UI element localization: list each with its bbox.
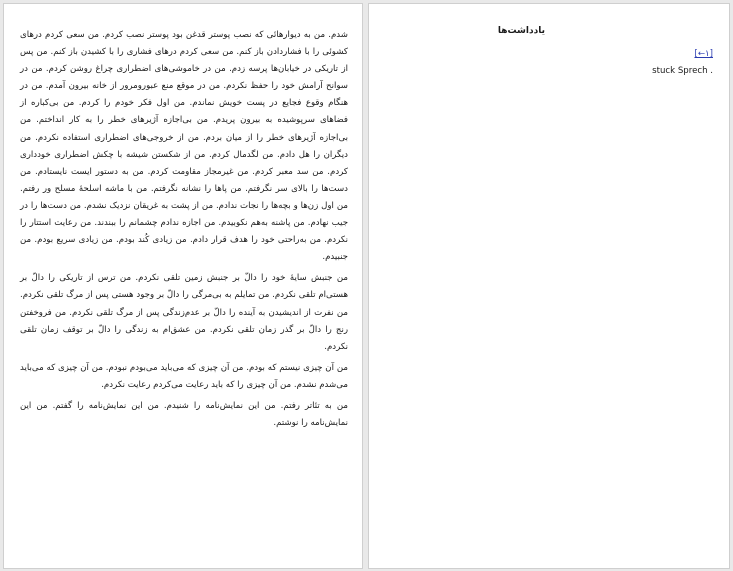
paragraph-1: شدم. من به دیوارهائی که نصب پوستر قدغن بود پوستر نصب کردم. من سعی کردم درهای کشوئی را با فشاردادن باز کنم. من سعی کردم درهای فشاری را با کشیدن باز کنم. من پس از تاریکی در خیابان‌ها پرسه زدم. من در خاموشی‌های اضطراری چراغ روشن کردم. من در سوانح آرامش خود را حفظ نکردم. من در موقع منع عبورومرور از خانه بیرون آمدم. من در هنگام وقوع فجایع در پست خویش نماندم. من اول فکر خودم را کردم. من بی‌کباره از فضاهای سرپوشیده به بیرون پریدم. من بی‌اجازه آژیرهای خطر را به کار انداختم. من بی‌اجازه آژیرهای خطر را از میان بردم. من از خروجی‌های اضطراری استفاده نکردم. من دیگران را هل دادم. من لگدمال کردم. من از شکستن شیشه با چکش اضطراری خودداری کردم. من سد معبر کردم. من غیرمجاز مقاومت کردم. من به دستور ایست نایستادم. من دست‌ها را بالای سر نگرفتم. من پاها را نشانه نگرفتم. من با ماشه اسلحهٔ مسلح ور رفتم. من اول زن‌ها و بچه‌ها را نجات ندادم. من از پشت به غریقان نزدیک نشدم. من دست‌ها را در جیب نهادم. من پاشنه به‌هم نکوبیدم. من اجازه ندادم چشمانم را ببندند. من رعایت استتار را نکردم. من به‌راحتی خود را هدف قرار دادم. من زیادی کُند بودم. من زیادی سریع بودم. من جنبیدم.	[20, 30, 348, 263]
right-page	[368, 3, 730, 569]
main-text	[20, 27, 348, 436]
paragraph-4: من به تئاتر رفتم. من این نمایش‌نامه را شنیدم. من این نمایش‌نامه را گفتم. من این نمایش‌نامه را نوشتم.	[20, 400, 348, 429]
paragraph-2: من جنبش سایهٔ خود را دالّ بر جنبش زمین تلقی نکردم. من ترس از تاریکی را دالّ بر هستی‌ام تلقی نکردم. من تمایلم به بی‌مرگی را دالّ بر وجود هستی پس از مرگ تلقی نکردم. من نفرت از اندیشیدن به آینده را دالّ بر عدم‌زندگی پس از مرگ تلقی نکردم. من فروخفتن رنج را دالّ بر گذر زمان تلقی نکردم. من عشق‌ام به زندگی را دالّ بر توقف زمان تلقی نکردم.	[20, 273, 348, 352]
left-page	[3, 3, 363, 569]
paragraph-3: من آن چیزی نیستم که بودم. من آن چیزی که می‌باید می‌بودم نبودم. من آن چیزی که می‌باید می‌شدم نشدم. من آن چیزی را که باید رعایت می‌کردم رعایت نکردم.	[20, 362, 348, 390]
note-item	[603, 46, 713, 80]
note-backlink[interactable]: [←۱]	[694, 49, 713, 59]
note-text: stuck Sprech .	[652, 66, 713, 76]
notes-title: یادداشت‌ها	[497, 26, 545, 36]
